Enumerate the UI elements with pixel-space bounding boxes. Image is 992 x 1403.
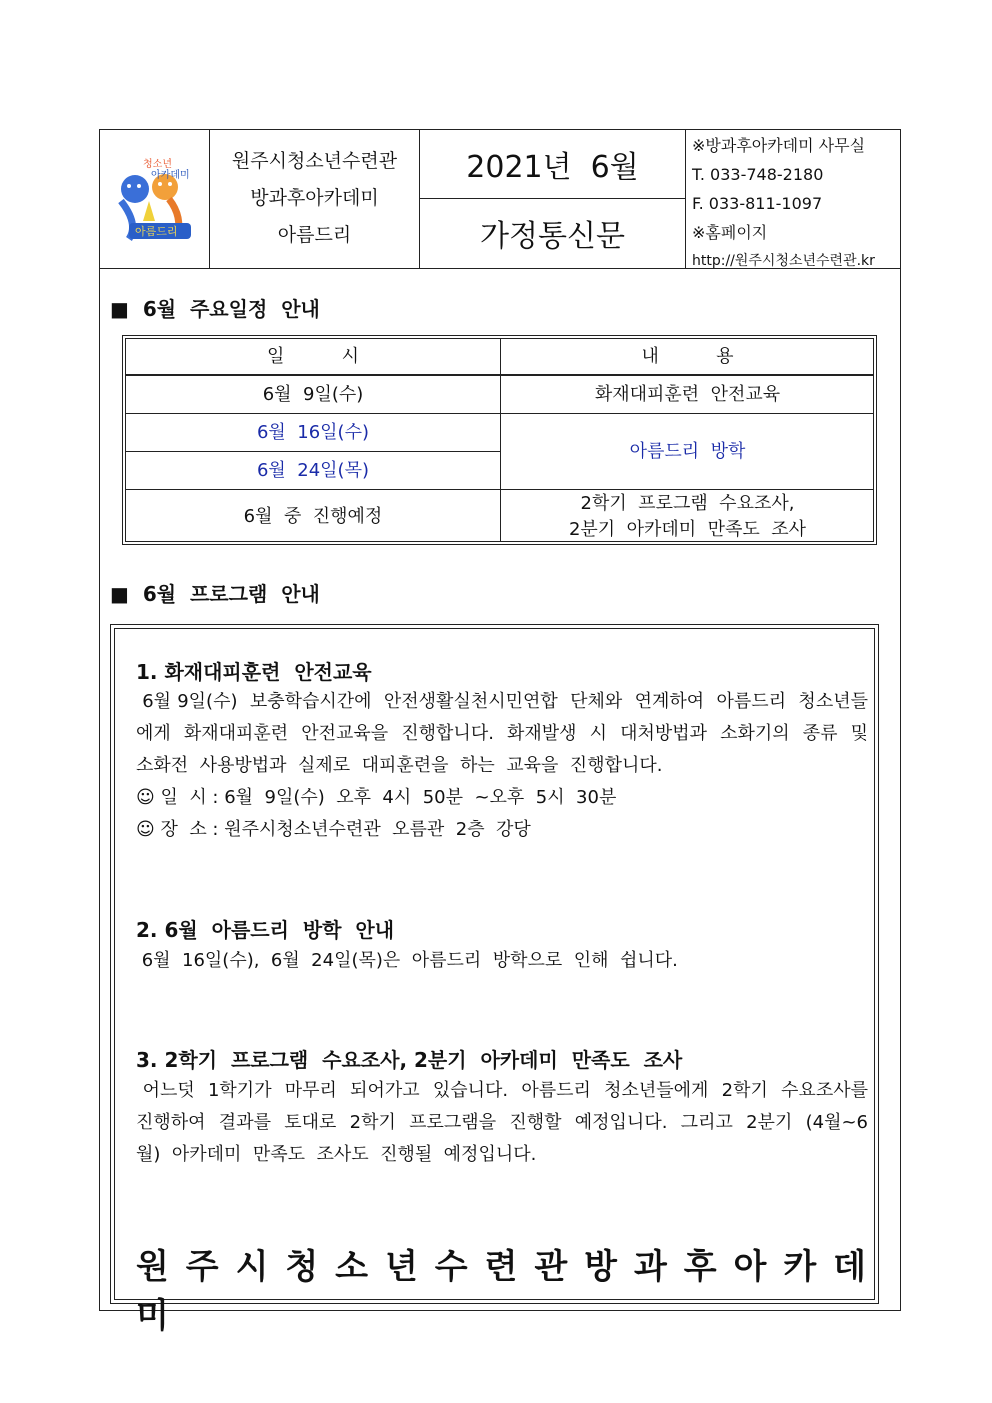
header-content: 내 용 — [641, 345, 734, 367]
letterhead — [99, 129, 901, 269]
row-4-content-line-1: 2학기 프로그램 수요조사, — [580, 492, 795, 514]
org-line-2: 방과후아카데미 — [250, 187, 379, 209]
org-line-1: 원주시청소년수련관 — [231, 150, 398, 172]
item-2-body: 6월 16일(수), 6월 24일(목)은 아름드리 방학으로 인해 쉽니다. — [136, 950, 678, 971]
title-cell — [420, 129, 686, 268]
program-heading: ■ 6월 프로그램 안내 — [110, 582, 320, 606]
telephone: T. 033-748-2180 — [692, 165, 824, 184]
schedule-table-inner — [125, 338, 874, 542]
schedule-heading: ■ 6월 주요일정 안내 — [110, 297, 320, 321]
logo-text-bottom: 아름드리 — [135, 225, 178, 238]
logo-text-middle: 아카데미 — [151, 170, 190, 181]
fax: F. 033-811-1097 — [692, 194, 823, 213]
item-1-schedule: ☺ 일 시 : 6월 9일(수) 오후 4시 50분 ~오후 5시 30분 — [136, 787, 617, 808]
organization-signature: 원 주 시 청 소 년 수 련 관 방 과 후 아 카 데 미 — [136, 1247, 868, 1336]
item-3-body: 어느덧 1학기가 마무리 되어가고 있습니다. 아름드리 청소년들에게 2학기 수요조사를 진행하여 결과를 토대로 2학기 프로그램을 진행할 예정입니다. 그리고 2분기 (4월~6월) 아카데미 만족도 조사도 진행될 예정입니다. — [136, 1080, 880, 1165]
homepage-label: ※홈페이지 — [692, 223, 768, 242]
item-3-title: 3. 2학기 프로그램 수요조사, 2분기 아카데미 만족도 조사 — [136, 1048, 683, 1072]
homepage-url: http://원주시청소년수련관.kr — [692, 253, 875, 269]
logo-text-top: 청소년 — [143, 159, 172, 170]
row-1-content: 화재대피훈련 안전교육 — [594, 383, 781, 405]
document-title: 가정통신문 — [480, 219, 625, 254]
row-2-date: 6월 16일(수) — [256, 421, 369, 443]
item-2-title: 2. 6월 아름드리 방학 안내 — [136, 918, 395, 942]
org-name — [210, 129, 420, 268]
row-1-date: 6월 9일(수) — [262, 383, 364, 405]
org-line-3: 아름드리 — [277, 224, 352, 246]
row-4-content-line-2: 2분기 아카데미 만족도 조사 — [568, 518, 807, 540]
row-4-date: 6월 중 진행예정 — [243, 505, 383, 527]
item-1-body: 6월 9일(수) 보충학습시간에 안전생활실천시민연합 단체와 연계하여 아름드리 청소년들에게 화재대피훈련 안전교육을 진행합니다. 화재발생 시 대처방법과 소화기의 종류 및 소화전 사용방법과 실제로 대피훈련을 하는 교육을 진행합니다. — [136, 691, 880, 776]
contact-info — [686, 129, 901, 268]
row-4-content — [500, 490, 875, 543]
schedule-table — [122, 335, 877, 545]
row-3-date: 6월 24일(목) — [256, 459, 369, 481]
office-label: ※방과후아카데미 사무실 — [692, 136, 866, 155]
vacation-content: 아름드리 방학 — [629, 440, 746, 462]
logo-cell — [99, 129, 210, 268]
header-date: 일 시 — [267, 345, 359, 367]
academy-logo — [99, 129, 210, 268]
item-1-title: 1. 화재대피훈련 안전교육 — [136, 660, 372, 684]
issue-date: 2021년 6월 — [420, 129, 685, 199]
item-1-location: ☺ 장 소 : 원주시청소년수련관 오름관 2층 강당 — [136, 819, 531, 840]
